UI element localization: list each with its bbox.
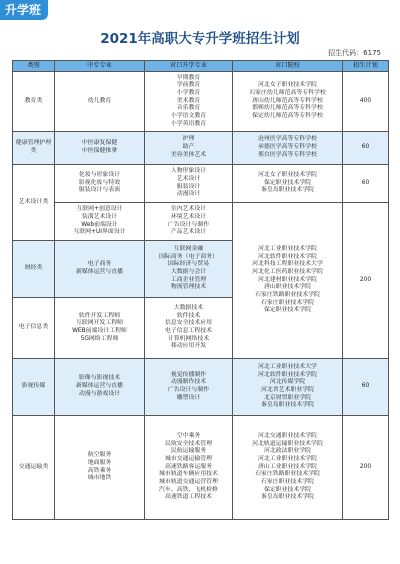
matched-major-item: 早期教育: [176, 74, 201, 81]
matched-major-item: 高速铁道工程技术: [164, 494, 213, 501]
matched-school-item: 石家庄幼儿师范高等专科学校: [249, 89, 326, 96]
secondary-major-cell: [55, 359, 145, 416]
matched-school-item: 石家庄铁路职业技术学院: [255, 471, 320, 478]
table-row: [13, 165, 389, 203]
plan-cell: 200: [343, 203, 389, 359]
secondary-major-item: 城市地铁: [87, 475, 112, 482]
matched-major-cell: [145, 132, 233, 165]
table-row: [13, 203, 389, 241]
matched-major-item: 高速铁路客运服务: [164, 463, 213, 470]
secondary-major-item: 互联网+创意设计: [76, 206, 123, 213]
secondary-major-cell: [55, 165, 145, 203]
matched-school-item: 唐山幼儿师范高等专科学校: [252, 97, 323, 104]
plan-cell: 60: [343, 359, 389, 416]
table-header-row: [13, 61, 389, 72]
secondary-major-item: WEB前端设计工程师: [72, 328, 127, 334]
matched-school-item: 唐山工业职业技术学院: [258, 463, 317, 470]
secondary-major-item: 中医保健推拿: [81, 148, 118, 154]
matched-major-item: 艺术设计: [176, 175, 201, 182]
matched-major-item: 软件技术: [176, 312, 201, 319]
matched-major-cell: [145, 359, 233, 416]
matched-major-item: 互联网金融: [173, 245, 204, 252]
header-matched-school: 对口院校: [233, 61, 343, 72]
secondary-major-item: 幼儿教育: [87, 97, 112, 104]
category-cell: 艺术设计类: [13, 165, 55, 241]
matched-school-item: 石家庄职业技术学院: [260, 479, 314, 485]
matched-major-item: 大数据与会计: [170, 269, 207, 275]
matched-major-item: 产品艺术设计: [170, 229, 207, 236]
matched-major-item: 小学语文教育: [170, 113, 207, 119]
secondary-major-cell: [55, 132, 145, 165]
matched-school-item: 河北软件职业技术学院: [258, 253, 317, 260]
matched-major-item: 广告设计与制作: [167, 221, 210, 228]
matched-school-item: 河北政法职业学院: [263, 448, 312, 455]
matched-school-item: 河北交通职业技术学院: [258, 432, 317, 439]
matched-major-item: 雕塑设计: [176, 394, 201, 401]
matched-school-cell: [233, 359, 343, 416]
matched-school-item: 秦皇岛职业技术学院: [260, 402, 314, 409]
matched-major-item: 信息安全技术应用: [164, 320, 213, 327]
matched-major-item: 计算机网络技术: [167, 335, 210, 342]
matched-major-item: 美容美体艺术: [170, 151, 207, 158]
secondary-major-item: 电子商务: [87, 261, 112, 268]
matched-major-cell: [145, 165, 233, 203]
plan-cell: 400: [343, 72, 389, 132]
plan-cell: 60: [343, 132, 389, 165]
category-cell: 影视传媒: [13, 359, 55, 416]
category-cell: 交通运输类: [13, 416, 55, 520]
header-secondary-major: 中专专业: [55, 61, 145, 72]
secondary-major-item: 新媒体运营与直播: [75, 383, 124, 390]
matched-major-item: 国际经济与贸易: [167, 261, 210, 268]
category-cell: 教育类: [13, 72, 55, 132]
matched-school-item: 河北软件职业技术学院: [258, 371, 317, 378]
matched-major-item: 护理: [182, 136, 195, 143]
plan-cell: 60: [343, 165, 389, 203]
matched-major-item: 人物形象设计: [170, 168, 207, 175]
matched-school-item: 承德医学高等专科学校: [258, 144, 317, 151]
category-cell: 电子信息类: [13, 298, 55, 359]
table-row: [13, 416, 389, 520]
matched-major-item: 小学教育: [176, 89, 201, 96]
page-title: 2021年高职大专升学班招生计划: [100, 31, 300, 47]
matched-school-item: 保定职业技术学院: [263, 179, 312, 186]
matched-major-item: 空中乘务: [176, 432, 201, 439]
matched-major-cell: [145, 241, 233, 298]
secondary-major-item: 影视化妆与特效: [78, 179, 121, 186]
matched-school-item: 河北建材职业技术学院: [258, 276, 317, 283]
secondary-major-item: 装潢艺术设计: [81, 213, 118, 220]
matched-school-item: 保定幼儿师范高等专科学校: [252, 113, 323, 119]
matched-school-item: 保定职业技术学院: [263, 486, 312, 493]
matched-school-item: 唐山职业技术学院: [263, 284, 312, 291]
secondary-major-cell: [55, 416, 145, 520]
matched-school-item: 沧州医学高等专科学校: [258, 136, 317, 143]
matched-major-item: 环境艺术设计: [170, 213, 207, 220]
matched-school-item: 河北传媒学院: [269, 379, 306, 386]
matched-school-item: 邯郸幼儿师范高等专科学校: [252, 105, 323, 112]
header-category: 类别: [13, 61, 55, 72]
header-matched-major: 对口升学专业: [145, 61, 233, 72]
matched-major-cell: [145, 72, 233, 132]
matched-school-item: 河北工业职业技术学院: [258, 245, 317, 252]
matched-school-item: 河北工业职业技术学院: [258, 455, 317, 462]
secondary-major-item: 高铁乘务: [87, 467, 112, 474]
matched-major-item: 移动应用开发: [170, 343, 207, 350]
matched-school-item: 邢台医学高等专科学校: [258, 151, 317, 158]
matched-school-item: 保定职业技术学院: [263, 307, 312, 314]
category-cell: 健康管理护理类: [13, 132, 55, 165]
matched-major-item: 工商企业管理: [170, 276, 207, 283]
matched-major-cell: [145, 203, 233, 241]
header-plan: 招生计划: [343, 61, 389, 72]
matched-major-item: 民航安全技术管理: [164, 440, 213, 447]
matched-school-item: 石家庄职业技术学院: [260, 299, 314, 306]
matched-major-item: 城市轨道交通运营管理: [159, 479, 218, 485]
matched-school-item: 河北女子职业技术学院: [258, 171, 317, 178]
secondary-major-item: 航空服务: [87, 452, 112, 459]
table-body: [13, 72, 389, 520]
matched-major-cell: [145, 298, 233, 359]
table-row: [13, 132, 389, 165]
secondary-major-item: 服装设计与表演: [78, 187, 121, 194]
matched-major-item: 音乐教育: [176, 105, 201, 112]
matched-major-item: 电子信息工程技术: [164, 328, 213, 334]
table-row: [13, 359, 389, 416]
secondary-major-cell: [55, 298, 145, 359]
matched-major-item: 服装设计: [176, 183, 201, 190]
matched-major-item: 民航运输服务: [170, 448, 207, 455]
secondary-major-item: 软件开发工程师: [78, 312, 121, 319]
matched-major-item: 室内艺术设计: [170, 206, 207, 213]
matched-major-item: 国际商务（电子商务）: [159, 253, 218, 260]
matched-major-item: 大数据技术: [173, 304, 204, 311]
secondary-major-item: 新媒体运营与直播: [75, 269, 124, 275]
matched-school-item: 河北轨道运输职业技术学院: [252, 440, 323, 447]
secondary-major-cell: [55, 241, 145, 298]
matched-major-item: 助产: [182, 144, 195, 151]
matched-school-cell: [233, 72, 343, 132]
matched-major-item: 物流管理技术: [170, 284, 207, 291]
matched-school-item: 河北化工医药职业技术学院: [252, 268, 323, 275]
secondary-major-item: 化妆与形象设计: [78, 171, 121, 178]
matched-major-item: 城市交通运输管理: [164, 455, 213, 462]
matched-major-item: 汽车、高铁、飞机检修: [159, 486, 218, 493]
secondary-major-item: 地面服务: [87, 459, 112, 466]
matched-school-cell: [233, 416, 343, 520]
secondary-major-item: 5G网络工程师: [80, 335, 119, 342]
matched-school-item: 河北女子职业技术学院: [258, 82, 317, 89]
matched-major-item: 动漫制作技术: [170, 379, 207, 386]
matched-major-item: 小学英语教育: [170, 120, 207, 127]
secondary-major-cell: [55, 203, 145, 241]
matched-school-item: 北京财贸职业学院: [263, 394, 312, 401]
matched-school-item: 河北工业职业技术大学: [258, 363, 317, 370]
matched-school-item: 秦皇岛职业技术学院: [260, 187, 314, 194]
matched-major-item: 美术教育: [176, 97, 201, 104]
secondary-major-item: 影像与影视技术: [78, 375, 121, 382]
matched-school-item: 河北省艺术职业学院: [260, 387, 314, 393]
matched-school-cell: [233, 165, 343, 203]
table-row: [13, 72, 389, 132]
secondary-major-item: 互联网+UI界面设计: [73, 229, 126, 236]
secondary-major-item: Web前端设计: [81, 221, 118, 228]
matched-school-item: 河北科技工程职业技术大学: [252, 261, 323, 268]
section-tag: 升学班: [0, 0, 48, 20]
secondary-major-item: 互联网开发工程师: [75, 320, 124, 327]
matched-major-item: 广告设计与制作: [167, 387, 210, 393]
matched-major-item: 学前教育: [176, 82, 201, 89]
enroll-code: 招生代码：6175: [328, 49, 381, 57]
plan-cell: 200: [343, 416, 389, 520]
secondary-major-item: 动漫与游戏设计: [78, 390, 121, 397]
matched-school-item: 秦皇岛职业技术学院: [260, 494, 314, 501]
secondary-major-item: 中医康复保健: [81, 140, 118, 147]
matched-major-item: 视觉传播制作: [170, 371, 207, 378]
matched-major-item: 城市轨道车辆应用技术: [159, 471, 218, 478]
matched-major-cell: [145, 416, 233, 520]
category-cell: 财经类: [13, 241, 55, 298]
enrollment-table: [12, 60, 389, 520]
matched-major-item: 动漫设计: [176, 191, 201, 198]
secondary-major-cell: [55, 72, 145, 132]
matched-school-item: 石家庄铁路职业技术学院: [255, 292, 320, 298]
matched-school-cell: [233, 203, 343, 359]
matched-school-cell: [233, 132, 343, 165]
